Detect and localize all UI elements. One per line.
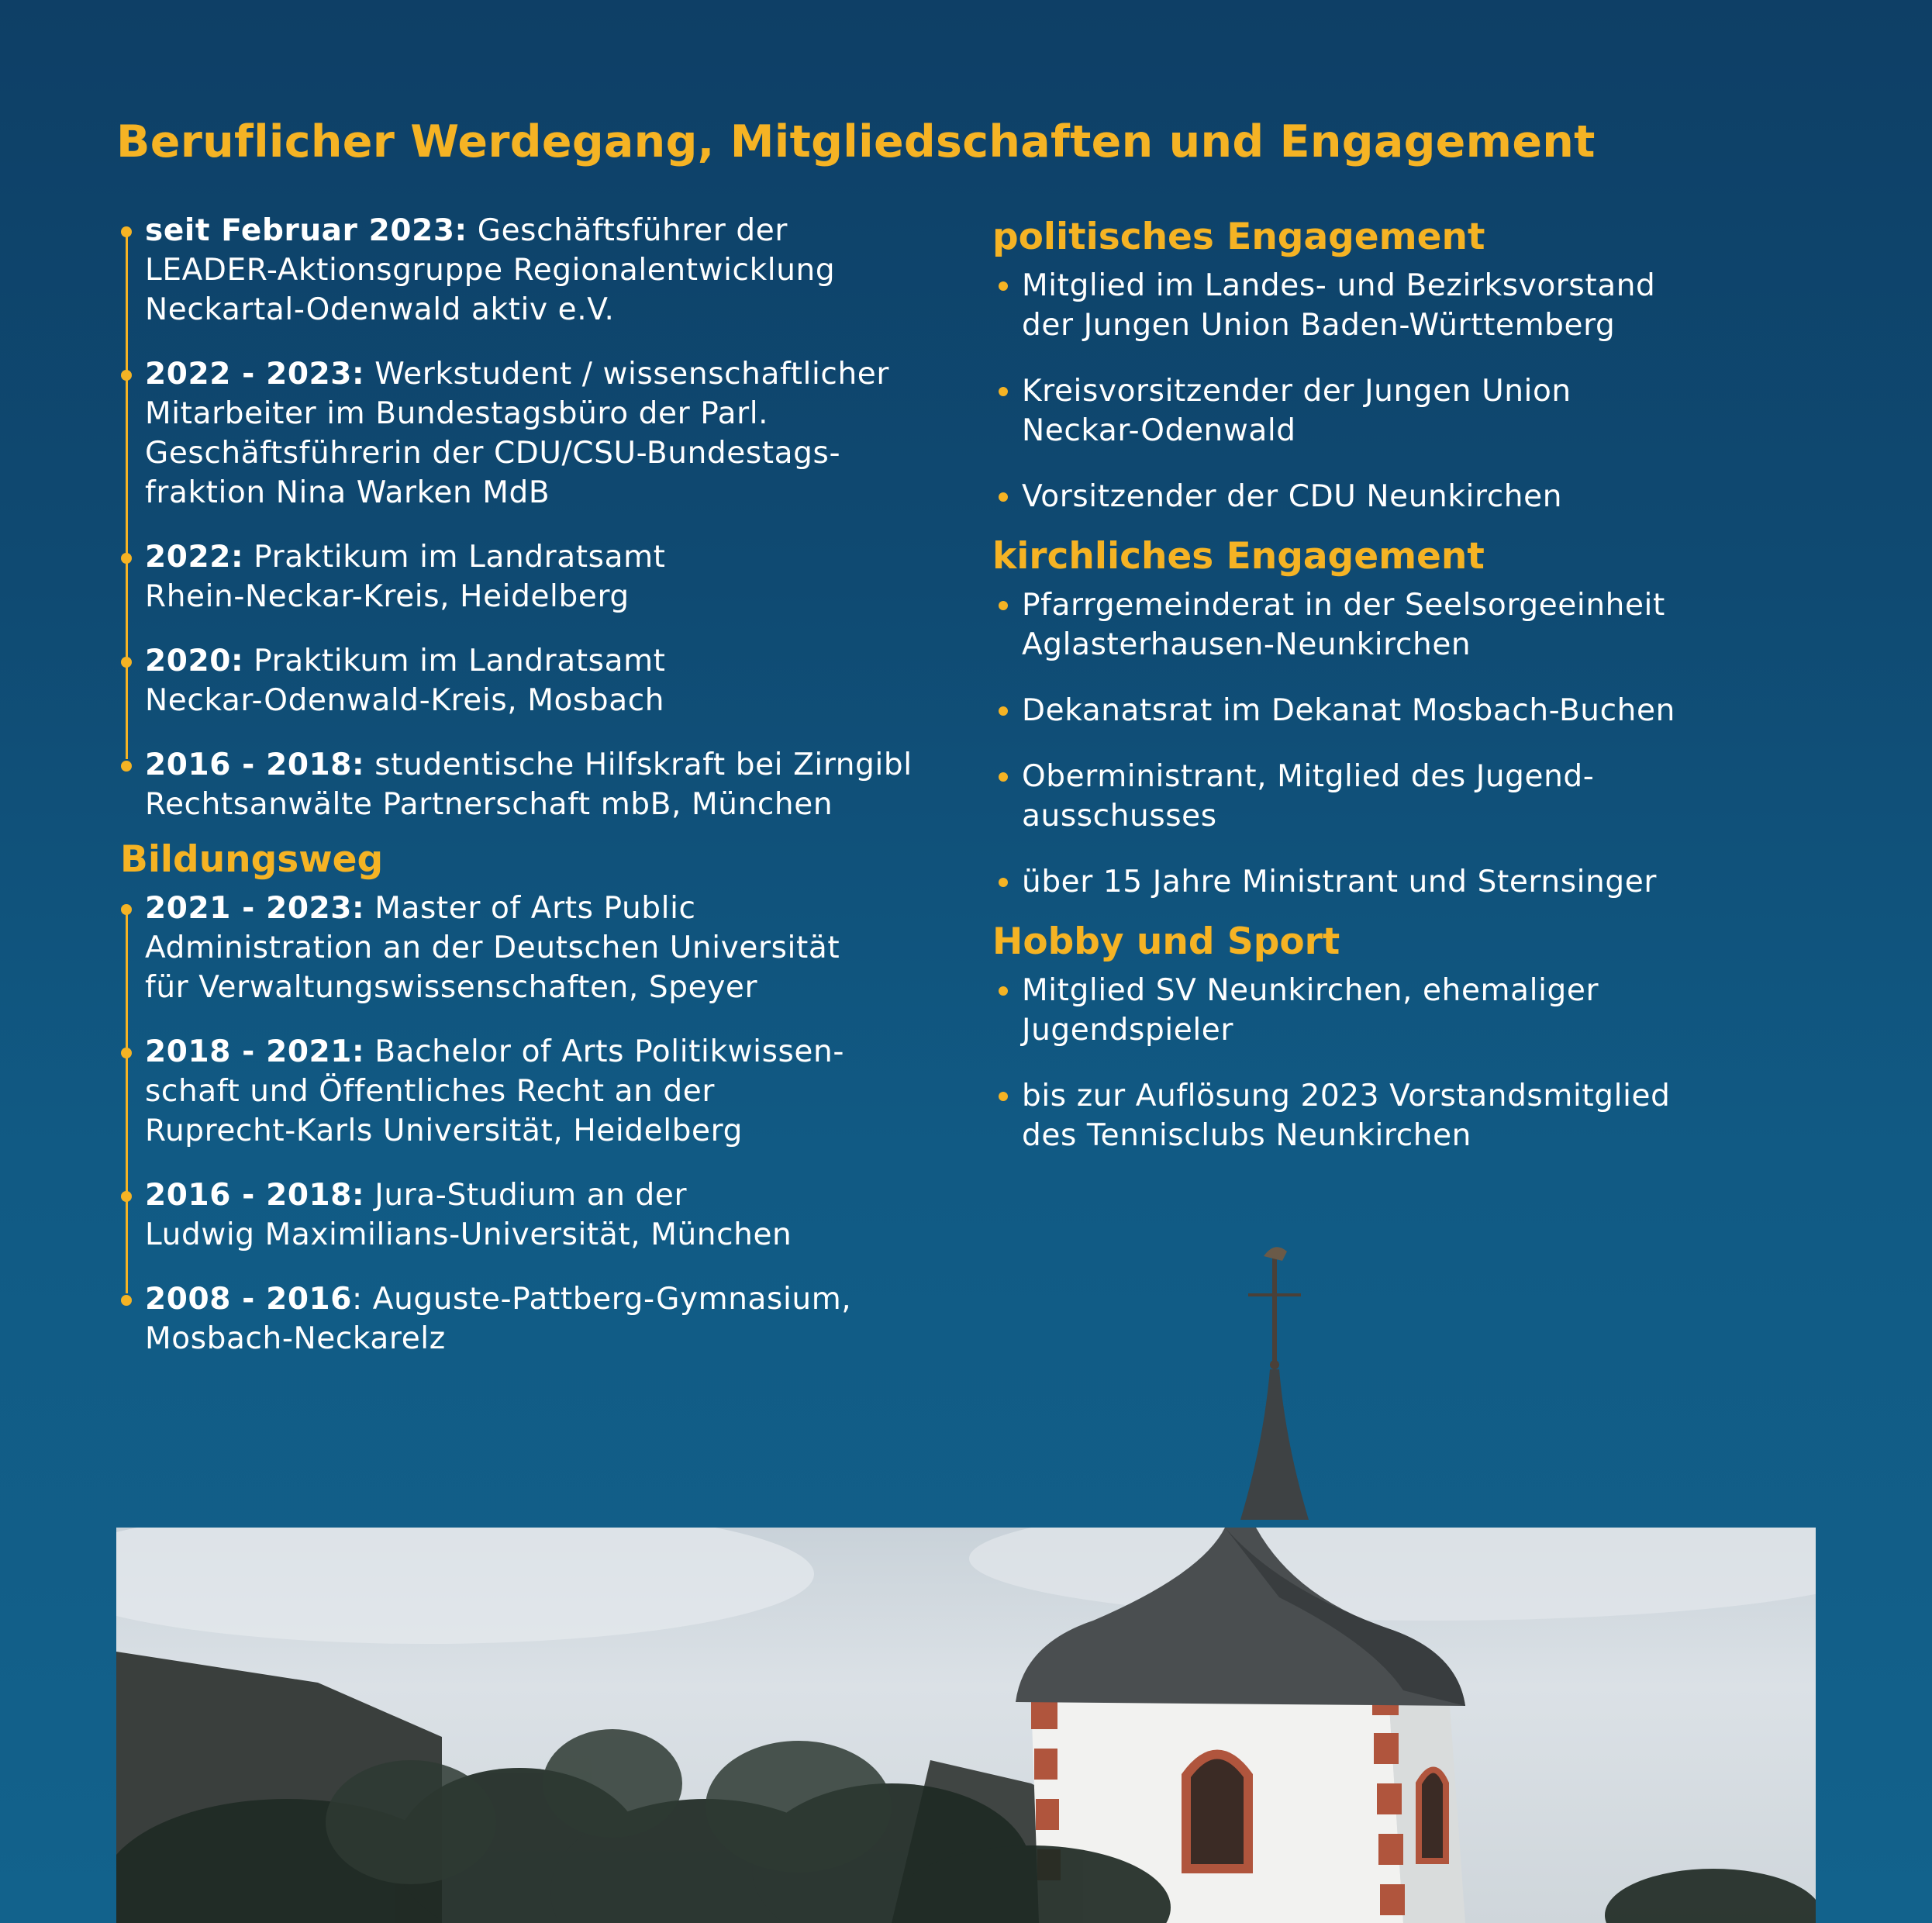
bullet-dot-icon (999, 492, 1008, 502)
political-heading: politisches Engagement (992, 216, 1485, 258)
entry-line: für Verwaltungswissenschaften, Speyer (145, 970, 758, 1005)
bullet-dot-icon (999, 387, 1008, 396)
hobby-item (992, 1076, 1768, 1155)
entry-line: Ruprecht-Karls Universität, Heidelberg (145, 1113, 743, 1148)
entry-line: fraktion Nina Warken MdB (145, 475, 550, 510)
career-item (120, 745, 957, 824)
entry-line: Mosbach-Neckarelz (145, 1321, 446, 1356)
career-item (120, 354, 957, 513)
entry-first-line: 2020: Praktikum im Landratsamt (145, 644, 666, 678)
bullet-dot-icon (121, 657, 132, 668)
education-item (120, 1032, 957, 1151)
bullet-dot-icon (121, 1295, 132, 1306)
entry-line: Mitarbeiter im Bundestagsbüro der Parl. (145, 396, 769, 431)
church-list (992, 585, 1768, 902)
bullet-dot-icon (121, 1048, 132, 1058)
church-tower-illustration (116, 1528, 1816, 1923)
hobby-list (992, 971, 1768, 1155)
bullet-line: Kreisvorsitzender der Jungen Union (1022, 374, 1571, 409)
bullet-line: Vorsitzender der CDU Neunkirchen (1022, 479, 1563, 514)
entry-first-line: 2008 - 2016: Auguste-Pattberg-Gymnasium, (145, 1282, 852, 1317)
hobby-item (992, 971, 1768, 1050)
political-item (992, 371, 1768, 451)
entry-line: Rhein-Neckar-Kreis, Heidelberg (145, 579, 630, 614)
left-column (120, 211, 957, 1359)
bullet-dot-icon (121, 553, 132, 564)
bullet-line: bis zur Auflösung 2023 Vorstandsmitglied (1022, 1079, 1671, 1113)
bullet-dot-icon (121, 226, 132, 237)
page-title: Beruflicher Werdegang, Mitgliedschaften und Engagement (116, 116, 1596, 167)
entry-line: Geschäftsführerin der CDU/CSU-Bundestags- (145, 436, 841, 471)
entry-line: LEADER-Aktionsgruppe Regionalentwicklung (145, 253, 836, 288)
bullet-dot-icon (121, 904, 132, 915)
bullet-dot-icon (121, 761, 132, 772)
right-column (992, 216, 1768, 1155)
bullet-dot-icon (121, 1191, 132, 1202)
entry-line: Rechtsanwälte Partnerschaft mbB, München (145, 787, 833, 822)
church-item (992, 585, 1768, 665)
education-item (120, 1279, 957, 1359)
entry-line: Ludwig Maximilians-Universität, München (145, 1217, 792, 1252)
entry-first-line: seit Februar 2023: Geschäftsführer der (145, 213, 788, 248)
political-item (992, 477, 1768, 516)
entry-line: Administration an der Deutschen Universität (145, 930, 840, 965)
bullet-line: über 15 Jahre Ministrant und Sternsinger (1022, 865, 1657, 899)
bullet-dot-icon (999, 1092, 1008, 1101)
church-item (992, 691, 1768, 730)
career-item (120, 641, 957, 720)
bullet-line: der Jungen Union Baden-Württemberg (1022, 308, 1616, 343)
bullet-dot-icon (999, 601, 1008, 610)
bullet-line: Aglasterhausen-Neunkirchen (1022, 627, 1471, 662)
bullet-dot-icon (121, 370, 132, 381)
career-item (120, 537, 957, 616)
education-item (120, 889, 957, 1007)
entry-line: Neckar-Odenwald-Kreis, Mosbach (145, 683, 665, 718)
bullet-line: Oberministrant, Mitglied des Jugend- (1022, 759, 1595, 794)
church-item (992, 757, 1768, 836)
period-label: 2020: (145, 644, 244, 678)
political-item (992, 266, 1768, 345)
entry-first-line: 2016 - 2018: studentische Hilfskraft bei Zirngibl (145, 747, 913, 782)
period-label: 2016 - 2018: (145, 747, 365, 782)
bullet-line: Dekanatsrat im Dekanat Mosbach-Buchen (1022, 693, 1675, 728)
period-label: seit Februar 2023: (145, 213, 467, 248)
bullet-line: des Tennisclubs Neunkirchen (1022, 1118, 1471, 1153)
entry-first-line: 2021 - 2023: Master of Arts Public (145, 891, 696, 926)
period-label: 2022: (145, 540, 244, 575)
hobby-heading: Hobby und Sport (992, 920, 1340, 963)
education-timeline (120, 889, 957, 1359)
entry-first-line: 2016 - 2018: Jura-Studium an der (145, 1178, 688, 1213)
bullet-dot-icon (999, 706, 1008, 716)
education-heading: Bildungsweg (120, 838, 384, 881)
entry-first-line: 2018 - 2021: Bachelor of Arts Politikwissen- (145, 1034, 845, 1069)
period-label: 2021 - 2023: (145, 891, 365, 926)
period-label: 2008 - 2016 (145, 1282, 353, 1317)
bullet-dot-icon (999, 281, 1008, 291)
bullet-line: Mitglied SV Neunkirchen, ehemaliger (1022, 973, 1599, 1008)
entry-line: schaft und Öffentliches Recht an der (145, 1074, 715, 1109)
career-timeline (120, 211, 957, 824)
entry-first-line: 2022: Praktikum im Landratsamt (145, 540, 666, 575)
career-item (120, 211, 957, 330)
period-label: 2022 - 2023: (145, 357, 365, 392)
entry-first-line: 2022 - 2023: Werkstudent / wissenschaftlicher (145, 357, 889, 392)
bullet-line: ausschusses (1022, 799, 1217, 834)
bullet-dot-icon (999, 772, 1008, 782)
bullet-dot-icon (999, 986, 1008, 996)
bullet-line: Pfarrgemeinderat in der Seelsorgeeinheit (1022, 588, 1665, 623)
period-label: 2018 - 2021: (145, 1034, 365, 1069)
entry-line: Neckartal-Odenwald aktiv e.V. (145, 292, 615, 327)
church-heading: kirchliches Engagement (992, 535, 1485, 578)
bullet-dot-icon (999, 878, 1008, 887)
bullet-line: Neckar-Odenwald (1022, 413, 1296, 448)
church-tower-photo (116, 1528, 1816, 1923)
bullet-line: Jugendspieler (1022, 1013, 1234, 1048)
political-list (992, 266, 1768, 516)
period-label: 2016 - 2018: (145, 1178, 365, 1213)
bullet-line: Mitglied im Landes- und Bezirksvorstand (1022, 268, 1656, 303)
church-item (992, 862, 1768, 902)
spire-weathervane (1209, 1241, 1364, 1535)
education-item (120, 1176, 957, 1255)
